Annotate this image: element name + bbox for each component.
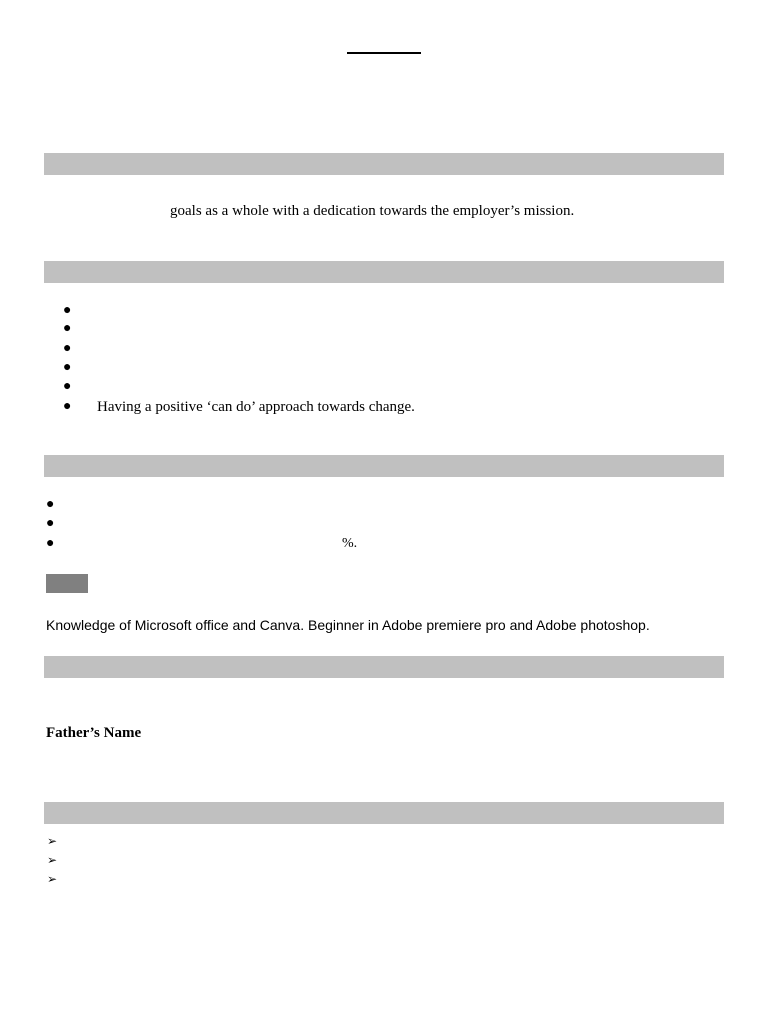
- bullet-icon: ●: [63, 379, 72, 394]
- bullet-icon: ●: [46, 536, 55, 551]
- objective-text: goals as a whole with a dedication towards the employer’s mission.: [170, 203, 575, 219]
- fathers-name-label: Father’s Name: [46, 725, 142, 741]
- education-section-header: [44, 455, 724, 477]
- strength-item: Having a positive ‘can do’ approach towards change.: [97, 399, 415, 415]
- skills-text: Knowledge of Microsoft office and Canva. Beginner in Adobe premiere pro and Adobe photoshop.: [46, 617, 650, 633]
- bullet-icon: ●: [63, 360, 72, 375]
- personal-details-section-header: [44, 656, 724, 678]
- arrow-bullet-icon: ➢: [47, 872, 58, 886]
- declaration-section-header: [44, 802, 724, 824]
- bullet-icon: ●: [63, 341, 72, 356]
- arrow-bullet-icon: ➢: [47, 834, 58, 848]
- education-item: %.: [342, 536, 358, 551]
- skills-section-marker: [46, 574, 88, 593]
- objective-section-header: [44, 153, 724, 175]
- bullet-icon: ●: [46, 516, 55, 531]
- bullet-icon: ●: [63, 399, 72, 414]
- strengths-section-header: [44, 261, 724, 283]
- arrow-bullet-icon: ➢: [47, 853, 58, 867]
- title-underline: [347, 52, 421, 54]
- bullet-icon: ●: [63, 303, 72, 318]
- bullet-icon: ●: [63, 321, 72, 336]
- bullet-icon: ●: [46, 497, 55, 512]
